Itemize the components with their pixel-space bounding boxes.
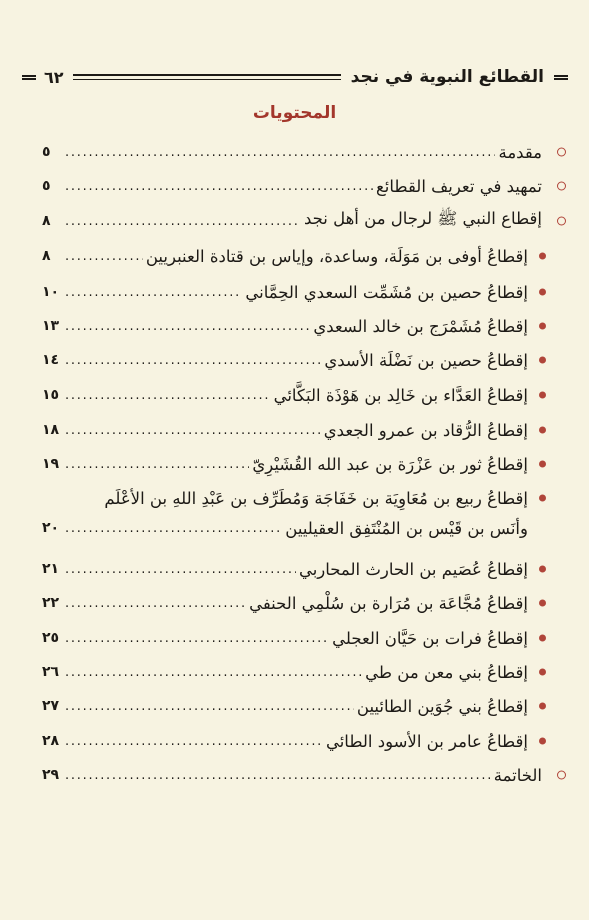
toc-entry-title: إقطاعُ العَدَّاء بن خَالِد بن هَوْذَة البَكَّائي: [273, 385, 528, 405]
toc-entry-page: ١٥: [42, 387, 60, 403]
dot-leader: [65, 214, 301, 229]
toc-subentry: [42, 622, 542, 654]
toc-subentry: [42, 587, 542, 619]
toc-entry-page: ١٨: [42, 422, 60, 438]
dot-bullet-icon: [539, 427, 546, 434]
toc-subentry: [42, 276, 542, 308]
toc-entry-page: ٥: [42, 144, 51, 160]
toc-entry-title: إقطاع النبي ﷺ لرجال من أهل نجد: [303, 209, 542, 228]
toc-entry-title: إقطاعُ بني جُوَين الطائيين: [356, 696, 528, 716]
header-rule: [73, 74, 341, 80]
dot-bullet-icon: [539, 461, 546, 468]
toc-entry-page: ١٠: [42, 284, 60, 300]
toc-entry-page: ٢٢: [42, 595, 60, 611]
toc-entry-title: تمهيد في تعريف القطائع: [376, 176, 542, 196]
running-title: القطائع النبوية في نجد: [350, 67, 544, 87]
toc-entry-page: ٢٦: [42, 664, 60, 680]
toc-entry-title: إقطاعُ ثور بن عَزْرَة بن عبد الله القُشَيْرِيّ: [252, 454, 528, 474]
dot-bullet-icon: [539, 703, 546, 710]
toc-entry-title: إقطاعُ أوفى بن مَوَلَة، وساعدة، وإياس بن قتادة العنبريين: [145, 246, 528, 266]
toc-subentry: [42, 310, 542, 342]
dot-leader: [65, 249, 143, 264]
dot-leader: [65, 353, 321, 368]
dot-bullet-icon: [539, 635, 546, 642]
toc-entry-page: ٢٧: [42, 698, 60, 714]
toc-subentry: [42, 690, 542, 722]
toc-entry-page: ٥: [42, 178, 51, 194]
toc-entry: [42, 205, 542, 237]
dot-leader: [65, 734, 323, 749]
toc-subentry: [42, 725, 542, 757]
toc-title: المحتويات: [252, 103, 337, 123]
dot-bullet-icon: [539, 495, 546, 502]
toc-entry-title: مقدمة: [498, 142, 542, 162]
dot-bullet-icon: [539, 357, 546, 364]
circle-bullet-icon: [557, 217, 566, 226]
toc-entry-title: إقطاعُ عُصَيم بن الحارث المحاربي: [298, 559, 528, 579]
dot-leader: [65, 423, 321, 438]
toc-entry-title: إقطاعُ بني معن من طي: [365, 662, 528, 682]
dot-bullet-icon: [539, 566, 546, 573]
toc-entry-title: إقطاعُ فرات بن حَيَّان العجلي: [332, 628, 528, 648]
dot-bullet-icon: [539, 392, 546, 399]
header-ornament-left: [22, 75, 36, 80]
toc-entry: [42, 136, 542, 168]
dot-leader: [65, 562, 296, 577]
toc-entry-title: إقطاعُ ربيع بن مُعَاوِيَة بن خَفَاجَة وَمُطَرِّف بن عَبْدِ اللهِ بن الأعْلَم: [104, 488, 528, 508]
toc-entry-title: إقطاعُ عامر بن الأسود الطائي: [325, 731, 528, 751]
toc-entry-title: إقطاعُ الرُّقاد بن عمرو الجعدي: [323, 420, 528, 440]
page-number: ٦٢: [44, 67, 64, 87]
toc-subentry: [42, 553, 542, 585]
dot-leader: [65, 665, 362, 680]
toc-subentry: [42, 240, 542, 272]
toc-entry-title: الخاتمة: [493, 765, 542, 785]
dot-leader: [65, 145, 495, 160]
toc-entry-page: ٢٩: [42, 767, 60, 783]
toc-subentry: [42, 448, 542, 480]
dot-leader: [65, 285, 242, 300]
toc-entry-page: ٢٥: [42, 630, 60, 646]
dot-bullet-icon: [539, 323, 546, 330]
dot-bullet-icon: [539, 289, 546, 296]
circle-bullet-icon: [557, 148, 566, 157]
toc-entry-page: ٢٨: [42, 733, 60, 749]
toc-entry-page: ٨: [42, 213, 51, 229]
toc-entry-title: إقطاعُ مُشَمْرَج بن خالد السعدي: [313, 316, 528, 336]
toc-entry-title: إقطاعُ مُجَّاعَة بن مُرَارة بن سُلْمِي الحنفي: [249, 593, 528, 613]
circle-bullet-icon: [557, 771, 566, 780]
dot-bullet-icon: [539, 253, 546, 260]
toc-subentry: [42, 656, 542, 688]
circle-bullet-icon: [557, 182, 566, 191]
toc-entry: [42, 170, 542, 202]
dot-leader: [65, 388, 271, 403]
toc-entry-page: ١٣: [42, 318, 60, 334]
toc-entry-page: ٢٠: [42, 520, 60, 536]
toc-entry-title-continued: وأنَس بن قَيْس بن المُنْتَفِق العقيليين: [285, 518, 528, 538]
page-header: [22, 62, 568, 92]
dot-leader: [65, 179, 373, 194]
dot-bullet-icon: [539, 669, 546, 676]
toc-subentry: [42, 483, 542, 543]
toc-subentry: [42, 344, 542, 376]
dot-leader: [65, 319, 310, 334]
dot-leader: [65, 768, 491, 783]
toc-entry-title: إقطاعُ حصين بن نَضْلَة الأسدي: [324, 350, 528, 370]
toc-subentry: [42, 414, 542, 446]
toc-entry-title: إقطاعُ حصين بن مُشَمِّت السعدي الحِمَّاني: [245, 282, 528, 302]
toc-entry-page: ٢١: [42, 561, 60, 577]
header-ornament-right: [554, 75, 568, 80]
toc-entry-page: ١٩: [42, 456, 60, 472]
dot-leader: [65, 521, 282, 536]
dot-bullet-icon: [539, 738, 546, 745]
toc-entry-page: ٨: [42, 248, 51, 264]
toc-subentry: [42, 379, 542, 411]
toc-entry: [42, 759, 542, 791]
dot-bullet-icon: [539, 600, 546, 607]
toc-entry-page: ١٤: [42, 352, 60, 368]
dot-leader: [65, 631, 329, 646]
dot-leader: [65, 596, 246, 611]
dot-leader: [65, 699, 354, 714]
dot-leader: [65, 457, 249, 472]
